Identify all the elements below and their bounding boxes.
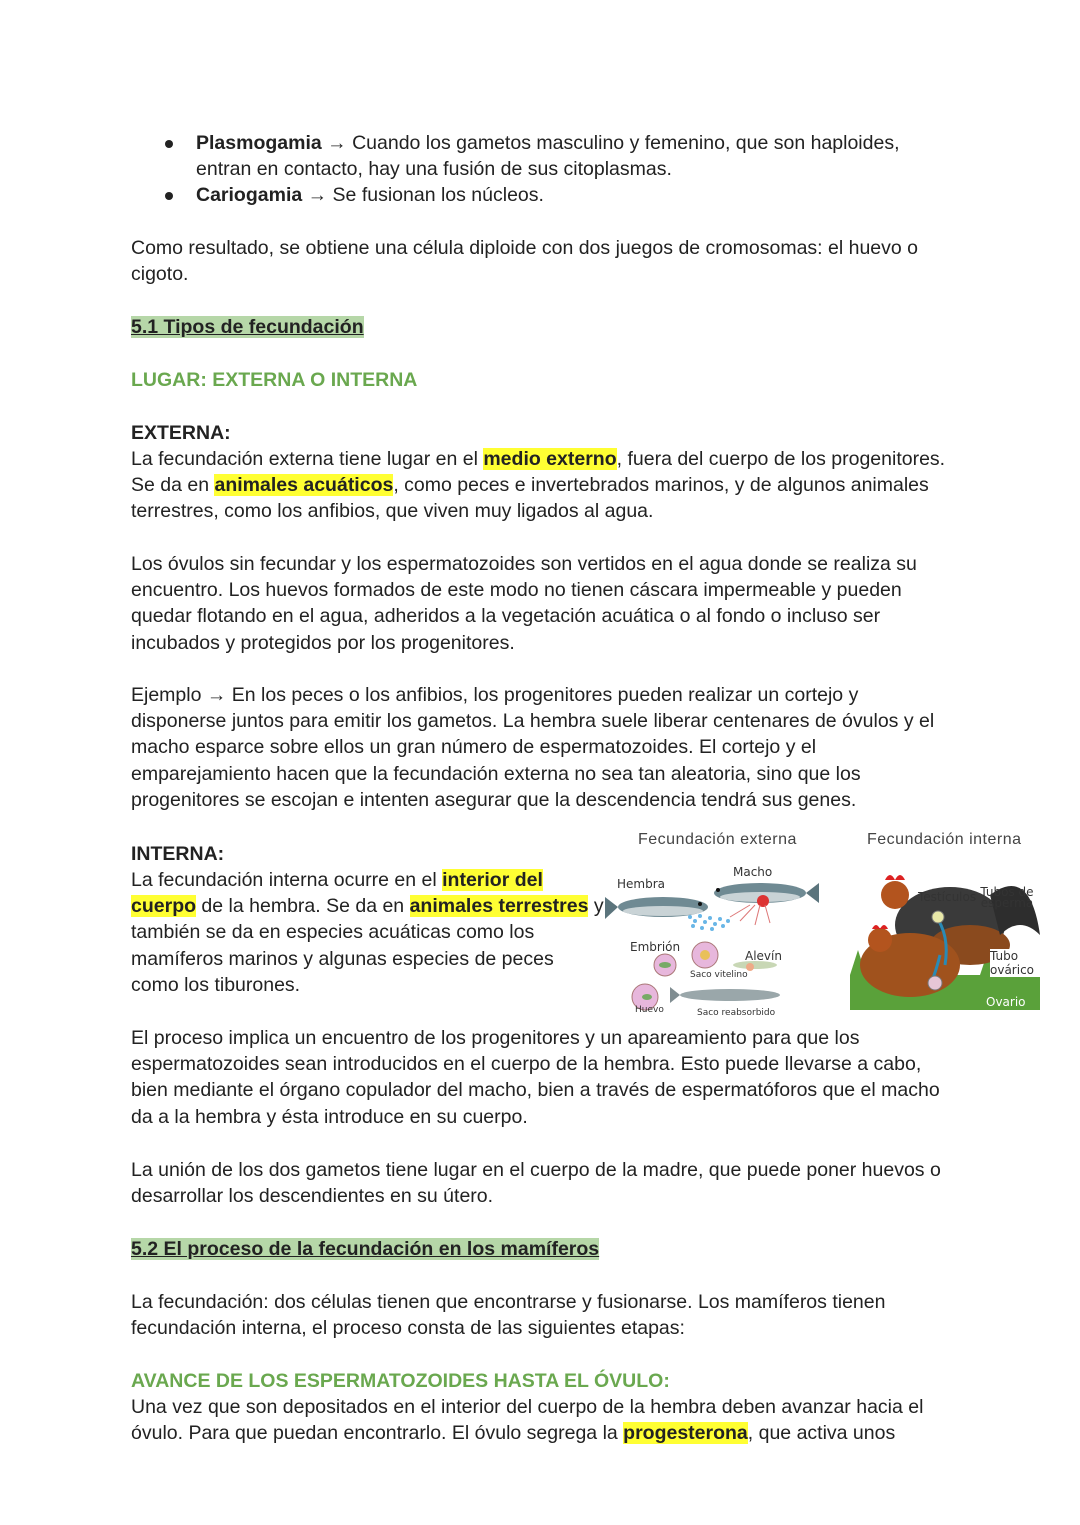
highlight-animales-terrestres: animales terrestres	[409, 895, 589, 918]
paragraph-resultado: Como resultado, se obtiene una célula diploide con dos juegos de cromosomas: el huevo o cigoto.	[131, 237, 918, 286]
paragraph-avance: Una vez que son depositados en el interior del cuerpo de la hembra deben avanzar hacia el óvulo. Para que puedan encontrarlo. El óvulo segrega la progesterona, que activa unos	[131, 1396, 924, 1445]
bullet-text: Se fusionan los núcleos.	[332, 184, 544, 207]
juvenile-fish-icon	[670, 987, 780, 1003]
label-alevin: Alevín	[745, 949, 782, 963]
figure-caption: Fecundación interna	[867, 831, 1022, 848]
highlight-interior-del-cuerpo: interior del cuerpo	[131, 869, 543, 918]
paragraph-interna-2: El proceso implica un encuentro de los progenitores y un apareamiento para que los espermatozoides sean introducidos en el cuerpo de la hembra. Esto puede llevarse a cabo, bien mediante el órgano copulador del macho, bien a través de espermatóforos que el macho da a la hembra y ésta introduce en su cuerpo.	[131, 1027, 940, 1128]
list-item: Cariogamia → Se fusionan los núcleos.	[131, 182, 951, 208]
highlight-progesterona: progesterona	[623, 1422, 748, 1445]
label-ovario: Ovario	[986, 995, 1026, 1009]
label-hembra: Hembra	[617, 877, 665, 891]
eggs-cluster-icon	[688, 914, 730, 931]
paragraph-mamiferos: La fecundación: dos células tienen que encontrarse y fusionarse. Los mamíferos tienen fecundación interna, el proceso consta de las siguientes etapas:	[131, 1291, 886, 1340]
sperm-spray-icon	[730, 905, 770, 925]
paragraph-externa-ejemplo: Ejemplo → En los peces o los anfibios, los progenitores pueden realizar un cortejo y disponerse juntos para emitir los gametos. La hembra suele liberar centenares de óvulos y el macho esparce sobre ellos un gran número de espermatozoides. El cortejo y el emparejamiento hacen que la fecundación externa no sea tan aleatoria, sino que los progenitores se escojan e intenten asegurar que la descendencia tendrá sus genes.	[131, 684, 935, 811]
heading-lugar: LUGAR: EXTERNA O INTERNA	[131, 369, 418, 391]
embryo-egg-icon	[654, 954, 676, 976]
chicken-illustration	[840, 825, 1065, 1025]
figure-fecundacion-interna	[840, 825, 1065, 1025]
paragraph-externa-1: La fecundación externa tiene lugar en el medio externo, fuera del cuerpo de los progenitores. Se da en animales acuáticos, como peces e invertebrados marinos, y de algunos animales terrestres, como los anfibios, que viven muy ligados al agua.	[131, 448, 946, 523]
paragraph-interna-1: La fecundación interna ocurre en el interior del cuerpo de la hembra. Se da en animales terrestres y también se da en especies acuáticas como los mamíferos marinos y algunas especies de peces como los tiburones.	[131, 869, 604, 996]
section-heading-5-2: 5.2 El proceso de la fecundación en los mamíferos	[131, 1238, 600, 1260]
male-fish-icon	[714, 883, 819, 907]
label-tubos-esperma: Tubos de esperma	[980, 885, 1034, 910]
paragraph-externa-2: Los óvulos sin fecundar y los espermatozoides son vertidos en el agua donde se realiza su encuentro. Los huevos formados de este modo no tienen cáscara impermeable y pueden quedar flotando en el agua, adheridos a la vegetación acuática o al fondo o incluso ser incubados y protegidos por los progenitores.	[131, 553, 917, 654]
term-cariogamia: Cariogamia	[196, 184, 303, 207]
list-item: Plasmogamia → Cuando los gametos masculino y femenino, que son haploides, entran en contacto, hay una fusión de sus citoplasmas.	[131, 130, 951, 182]
bullet-dot-icon	[165, 140, 173, 148]
bullet-list	[131, 130, 951, 209]
term-plasmogamia: Plasmogamia	[196, 132, 322, 154]
bullet-dot-icon	[165, 192, 173, 200]
heading-avance: AVANCE DE LOS ESPERMATOZOIDES HASTA EL ÓVULO:	[131, 1370, 670, 1392]
heading-externa: EXTERNA:	[131, 422, 231, 444]
label-huevo: Huevo	[635, 1005, 664, 1015]
label-embrion: Embrión	[630, 940, 681, 954]
label-testiculos: Testículos	[918, 890, 977, 904]
label-saco-reabsorbido: Saco reabsorbido	[697, 1008, 776, 1018]
highlight-medio-externo: medio externo	[483, 448, 617, 470]
yolk-sac-egg-icon	[692, 942, 718, 968]
bullet-text: Cuando los gametos masculino y femenino, que son haploides, entran en contacto, hay una fusión de sus citoplasmas.	[196, 132, 900, 181]
paragraph-interna-3: La unión de los dos gametos tiene lugar en el cuerpo de la madre, que puede poner huevos o desarrollar los descendientes en su útero.	[131, 1159, 941, 1208]
figure-fecundacion-externa	[605, 825, 835, 1025]
figure-caption: Fecundación externa	[638, 831, 797, 848]
testicle-icon	[932, 911, 944, 923]
label-macho: Macho	[733, 865, 773, 879]
fish-lifecycle-illustration	[605, 825, 835, 1025]
section-heading-5-1: 5.1 Tipos de fecundación	[131, 316, 364, 338]
highlight-animales-acuaticos: animales acuáticos	[214, 474, 394, 497]
ovary-icon	[928, 976, 942, 990]
heading-interna: INTERNA:	[131, 843, 225, 865]
label-saco-vitelino: Saco vitelino	[690, 970, 748, 980]
label-tubo-ovarico: Tubo ovárico	[990, 949, 1065, 977]
female-fish-icon	[605, 897, 708, 919]
